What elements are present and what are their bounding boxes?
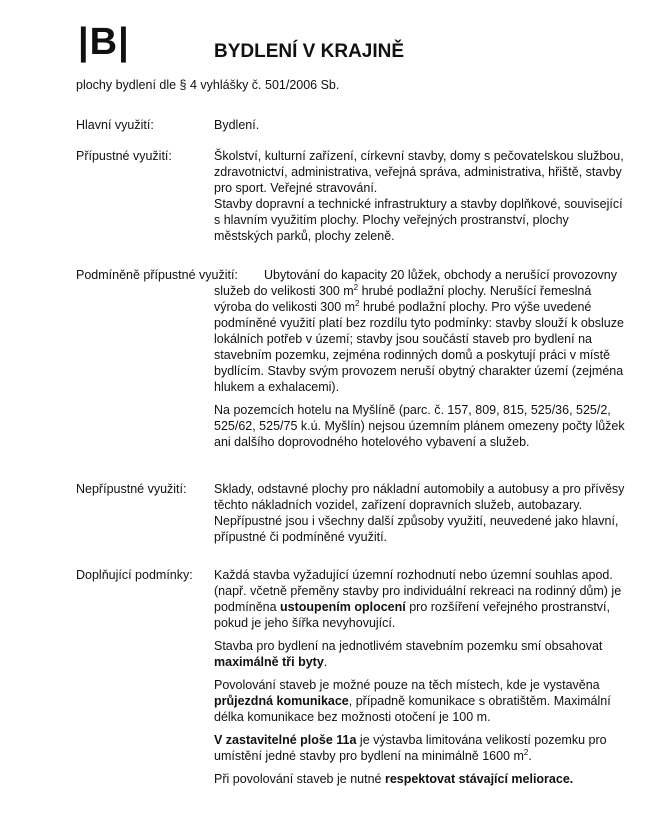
text-run: Každá stavba vyžadující územní rozhodnutí nebo územní souhlas apod. (např. včetně přeměny stavby pro individuální rekreaci na rodinný dům) je podmíněna: [214, 568, 622, 614]
page-title: BYDLENÍ V KRAJINĚ: [214, 41, 405, 62]
paragraph: Stavby dopravní a technické infrastruktury a stavby doplňkové, související s hlavním využitím plochy. Plochy veřejných prostranství, plochy městských parků, plochy zeleně.: [214, 197, 623, 243]
superscript: 2: [355, 298, 360, 308]
bold-text: maximálně tři byty: [214, 655, 324, 669]
bold-text: respektovat stávající meliorace.: [384, 772, 574, 786]
text-run: , případně komunikace s obratištěm. Maximální délka komunikace bez možnosti otočení je 100 m.: [214, 694, 611, 724]
zone-code: |B|: [78, 21, 130, 63]
superscript: 2: [353, 282, 359, 292]
section-label: Podmíněně přípustné využití:: [76, 268, 238, 282]
section-label: Nepřípustné využití:: [76, 482, 187, 496]
superscript: 2: [523, 747, 529, 757]
text-run: Povolování staveb je možné pouze na těch místech, kde je vystavěna: [214, 678, 600, 692]
section-label: Hlavní využití:: [76, 118, 154, 132]
section-body: [214, 267, 628, 457]
section-body: [214, 117, 628, 133]
page-subtitle: plochy bydlení dle § 4 vyhlášky č. 501/2006 Sb.: [76, 78, 340, 92]
section-body: [214, 148, 628, 244]
text-run: Stavba pro bydlení na jednotlivém stavebním pozemku smí obsahovat: [214, 639, 603, 653]
bold-text: ustoupením oplocení: [280, 600, 406, 614]
text-run: .: [323, 655, 328, 669]
paragraph: [214, 267, 628, 395]
section-body: [214, 481, 628, 545]
paragraph: [214, 638, 628, 670]
text-run: je výstavba limitována velikostí pozemku pro umístění jedné stavby pro bydlení na minimálně 1600 m: [214, 733, 607, 763]
text-run: Ubytování do kapacity 20 lůžek, obchody a nerušící provozovny služeb do velikosti 300 m: [214, 268, 617, 298]
text-run: pro rozšíření veřejného prostranství, pokud je jeho šířka nevyhovující.: [214, 600, 610, 630]
text-run: hrubé podlažní plochy. Pro výše uvedené podmíněné využití platí bez rozdílu tyto podmínky: stavby slouží k obsluze lokálních potřeb v území; stavby jsou součástí staveb pro bydlení na stavebním pozemku, zejména rodinných domů a poskytují práci v místě bydlícím. Stavby svým provozem neruší obytný charakter území (zejména hlukem a exhalacemi).: [214, 300, 624, 394]
paragraph: [214, 567, 628, 631]
section-body: [214, 567, 628, 787]
paragraph: Školství, kulturní zařízení, církevní stavby, domy s pečovatelskou službou, zdravotnictví, administrativa, veřejná správa, administrativa, hřiště, stavby pro sport. Veřejné stravování.: [214, 149, 624, 195]
paragraph: Sklady, odstavné plochy pro nákladní automobily a autobusy a pro přívěsy těchto nákladních vozidel, zařízení dopravních služeb, autobazary. Nepřípustné jsou i všechny další způsoby využití, neuvedené jako hlavní, přípustné či podmíněné využití.: [214, 482, 625, 544]
paragraph: [214, 677, 628, 725]
paragraph: [214, 732, 628, 764]
paragraph: [214, 771, 628, 787]
bold-text: průjezdná komunikace: [214, 694, 349, 708]
text-run: hrubé podlažní plochy. Nerušící řemeslná výroba do velikosti 300 m: [214, 284, 592, 314]
section-label: Přípustné využití:: [76, 149, 172, 163]
paragraph: Bydlení.: [214, 118, 260, 132]
text-run: Při povolování staveb je nutné: [214, 772, 385, 786]
text-run: .: [528, 749, 532, 763]
section-label: Doplňující podmínky:: [76, 568, 193, 582]
paragraph: Na pozemcích hotelu na Myšlíně (parc. č. 157, 809, 815, 525/36, 525/2, 525/62, 525/75 k.ú. Myšlín) nejsou územním plánem omezeny počty lůžek ani dalšího doprovodného hotelového vybavení a služeb.: [214, 403, 625, 449]
bold-text: V zastavitelné ploše 11a: [214, 733, 357, 747]
